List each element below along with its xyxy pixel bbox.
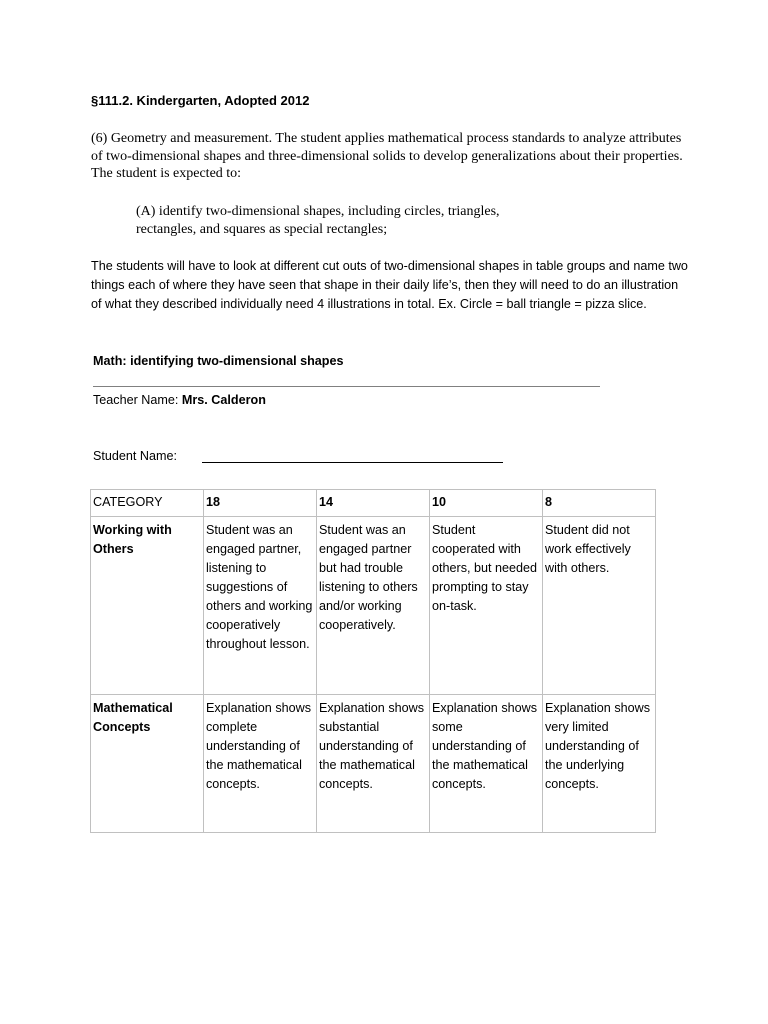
header-score-10: 10 [430,490,543,517]
table-cell: Student was an engaged partner but had trouble listening to others and/or working cooperatively. [317,517,430,695]
table-cell: Explanation shows complete understanding of the mathematical concepts. [204,695,317,833]
substandard-text: (A) identify two-dimensional shapes, including circles, triangles, rectangles, and squares as special rectangles; [136,204,500,237]
rubric-title: Math: identifying two-dimensional shapes [93,354,344,368]
header-score-18: 18 [204,490,317,517]
table-cell: Student was an engaged partner, listening to suggestions of others and working cooperatively throughout lesson. [204,517,317,695]
table-cell: Explanation shows very limited understanding of the underlying concepts. [543,695,656,833]
table-cell: Explanation shows substantial understanding of the mathematical concepts. [317,695,430,833]
title-divider [93,386,600,387]
teacher-name-value: Mrs. Calderon [181,393,266,407]
table-cell: Explanation shows some understanding of the mathematical concepts. [430,695,543,833]
row-category: Mathematical Concepts [91,695,204,833]
row-category: Working with Others [91,517,204,695]
teacher-name-label: Teacher Name: [93,393,182,407]
rubric-table [90,489,656,833]
standard-text: (6) Geometry and measurement. The student applies mathematical process standards to analyze attributes of two-dimensional shapes and three-dimensional solids to develop generalizations about their properties. The student is expected to: [91,131,683,181]
table-row [91,695,656,833]
standard-heading: §111.2. Kindergarten, Adopted 2012 [91,93,310,108]
activity-description: The students will have to look at different cut outs of two-dimensional shapes in table groups and name two things each of where they have seen that shape in their daily life’s, then they will need to do an illustration of what they described individually need 4 illustrations in total. Ex. Circle = ball triangle = pizza slice. [91,259,688,311]
table-cell: Student cooperated with others, but needed prompting to stay on-task. [430,517,543,695]
teacher-name-line [93,393,266,407]
student-name-label: Student Name: [93,449,178,463]
header-score-14: 14 [317,490,430,517]
rubric-header-row [91,490,656,517]
table-cell: Student did not work effectively with others. [543,517,656,695]
header-score-8: 8 [543,490,656,517]
table-row [91,517,656,695]
student-name-blank [202,462,503,463]
header-category: CATEGORY [91,490,204,517]
